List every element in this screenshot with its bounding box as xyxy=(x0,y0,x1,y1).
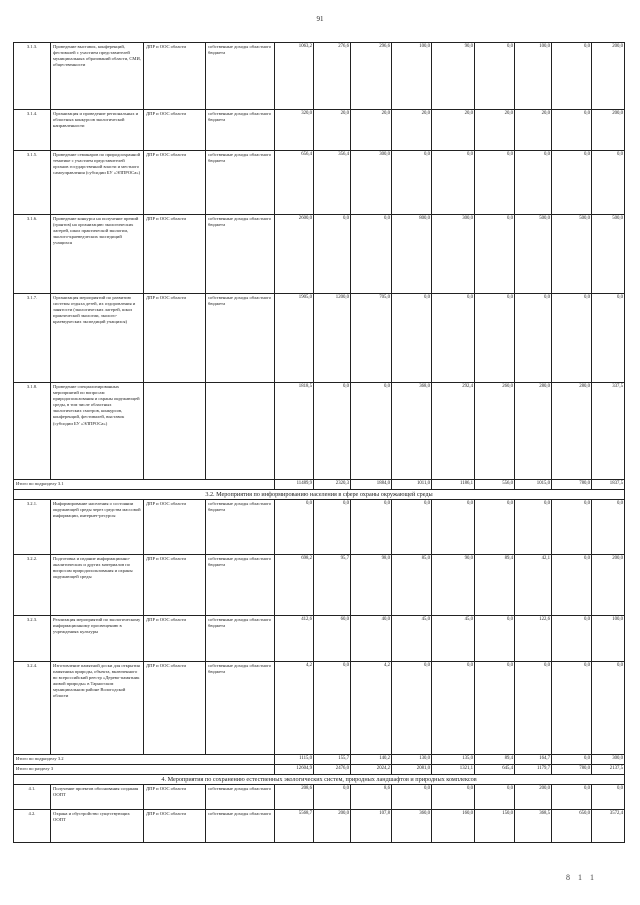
item-executor: ДПР и ООС области xyxy=(144,151,206,215)
amount-cell: 368,0 xyxy=(392,383,432,480)
table-row xyxy=(14,151,625,215)
amount-cell: 412,6 xyxy=(275,616,314,662)
budget-table xyxy=(13,42,625,843)
amount-cell: 0,0 xyxy=(432,785,475,810)
item-executor: ДПР и ООС области xyxy=(144,555,206,616)
amount-cell: 368,5 xyxy=(515,810,552,843)
section-row xyxy=(14,490,625,500)
amount-cell: 4,2 xyxy=(275,662,314,755)
amount-cell: 0,0 xyxy=(475,43,515,110)
item-executor: ДПР и ООС области xyxy=(144,616,206,662)
table-row xyxy=(14,43,625,110)
amount-cell: 20,0 xyxy=(515,110,552,151)
item-code: 3.2.4. xyxy=(14,662,51,755)
table-row xyxy=(14,500,625,555)
amount-cell: 1063,2 xyxy=(275,43,314,110)
amount-cell: 0,0 xyxy=(392,662,432,755)
amount-cell: 90,0 xyxy=(432,43,475,110)
item-name: Информирование населения о состоянии окружающей среды через средства массовой информации, интернет-ресурсы xyxy=(51,500,144,555)
amount-cell: 0,0 xyxy=(592,151,625,215)
total-amount-cell: 164,7 xyxy=(515,755,552,765)
amount-cell: 0,0 xyxy=(314,215,351,294)
total-amount-cell: 1884,0 xyxy=(351,480,392,490)
table-row xyxy=(14,215,625,294)
amount-cell: 0,0 xyxy=(432,294,475,383)
amount-cell: 5568,7 xyxy=(275,810,314,843)
amount-cell: 100,0 xyxy=(592,616,625,662)
item-funding-source: собственные доходы областного xyxy=(206,785,275,810)
amount-cell: 0,0 xyxy=(351,500,392,555)
amount-cell: 89,4 xyxy=(475,555,515,616)
footer-mark: 8 1 1 xyxy=(566,873,597,882)
amount-cell: 0,0 xyxy=(475,662,515,755)
total-amount-cell: 556,0 xyxy=(475,480,515,490)
table-row xyxy=(14,616,625,662)
amount-cell: 650,0 xyxy=(552,810,592,843)
amount-cell: 95,7 xyxy=(314,555,351,616)
amount-cell: 0,0 xyxy=(314,785,351,810)
total-amount-cell: 140,2 xyxy=(351,755,392,765)
amount-cell: 85,0 xyxy=(392,555,432,616)
item-name: Реализация мероприятий по экологическому информационному просвещению в учреждениях культуры xyxy=(51,616,144,662)
amount-cell: 200,0 xyxy=(314,810,351,843)
amount-cell: 0,0 xyxy=(515,500,552,555)
amount-cell: 42,1 xyxy=(515,555,552,616)
item-code: 3.1.5. xyxy=(14,151,51,215)
total-amount-cell: 300,0 xyxy=(592,755,625,765)
item-funding-source: собственные доходы областного xyxy=(206,810,275,843)
amount-cell: 0,0 xyxy=(475,215,515,294)
amount-cell: 8,6 xyxy=(351,785,392,810)
item-name: Проведение конкурса на получение премий (грантов) на организацию экологических лагерей, школ практической экологии, эколого-краеведческих экспедиций учащихся xyxy=(51,215,144,294)
amount-cell: 280,0 xyxy=(515,383,552,480)
amount-cell: 200,0 xyxy=(515,785,552,810)
total-row xyxy=(14,765,625,775)
item-code: 3.2.1. xyxy=(14,500,51,555)
amount-cell: 0,0 xyxy=(552,500,592,555)
amount-cell: 0,0 xyxy=(475,500,515,555)
amount-cell: 0,0 xyxy=(432,500,475,555)
item-executor: ДПР и ООС области xyxy=(144,785,206,810)
total-row xyxy=(14,755,625,765)
table-row xyxy=(14,110,625,151)
item-funding-source: собственные доходы областного бюджета xyxy=(206,555,275,616)
item-code: 3.1.7. xyxy=(14,294,51,383)
amount-cell: 45,0 xyxy=(392,616,432,662)
amount-cell: 0,0 xyxy=(552,110,592,151)
amount-cell: 0,0 xyxy=(275,500,314,555)
total-label: Итого по разделу 3 xyxy=(14,765,275,775)
amount-cell: 200,0 xyxy=(592,110,625,151)
item-executor: ДПР и ООС области xyxy=(144,294,206,383)
amount-cell: 0,0 xyxy=(552,555,592,616)
item-funding-source: собственные доходы областного бюджета xyxy=(206,500,275,555)
item-executor: ДПР и ООС области xyxy=(144,110,206,151)
item-name: Организация мероприятий по развитию системы отдыха детей, их оздоровления и занятости (экологических лагерей, школ практической экологии, эколого-краеведческих экспедиций учащихся) xyxy=(51,294,144,383)
amount-cell: 0,0 xyxy=(515,662,552,755)
item-name: Получение проектов обоснования создания ООПТ xyxy=(51,785,144,810)
amount-cell: 500,0 xyxy=(592,215,625,294)
amount-cell: 0,0 xyxy=(592,662,625,755)
total-amount-cell: 130,0 xyxy=(392,755,432,765)
amount-cell: 0,0 xyxy=(432,151,475,215)
item-executor xyxy=(144,383,206,480)
amount-cell: 0,0 xyxy=(592,500,625,555)
table-row xyxy=(14,810,625,843)
total-amount-cell: 2081,0 xyxy=(392,765,432,775)
amount-cell: 0,0 xyxy=(475,616,515,662)
item-funding-source: собственные доходы областного бюджета xyxy=(206,215,275,294)
total-amount-cell: 1011,0 xyxy=(392,480,432,490)
total-amount-cell: 89,4 xyxy=(475,755,515,765)
amount-cell: 292,4 xyxy=(432,383,475,480)
total-amount-cell: 2137,5 xyxy=(592,765,625,775)
amount-cell: 300,0 xyxy=(432,215,475,294)
total-amount-cell: 780,0 xyxy=(552,765,592,775)
amount-cell: 0,0 xyxy=(552,43,592,110)
amount-cell: 20,0 xyxy=(475,110,515,151)
amount-cell: 1905,0 xyxy=(275,294,314,383)
total-amount-cell: 2476,0 xyxy=(314,765,351,775)
item-name: Проведение выставок, конференций, фестивалей с участием представителей муниципальных образований области, СМИ, общественности xyxy=(51,43,144,110)
item-funding-source: собственные доходы областного бюджета xyxy=(206,43,275,110)
table-row xyxy=(14,555,625,616)
amount-cell: 0,0 xyxy=(475,785,515,810)
item-name: Проведение специализированных мероприятий по вопросам природопользования и охраны окружающей среды, в том числе областных экологических смотров, конкурсов, конференций, фестивалей, выставок (субсидии БУ «ЭЛПРОСа») xyxy=(51,383,144,480)
total-amount-cell: 780,0 xyxy=(552,480,592,490)
amount-cell: 360,0 xyxy=(392,810,432,843)
amount-cell: 20,0 xyxy=(392,110,432,151)
amount-cell: 200,0 xyxy=(592,43,625,110)
item-executor: ДПР и ООС области xyxy=(144,215,206,294)
item-funding-source: собственные доходы областного бюджета xyxy=(206,294,275,383)
amount-cell: 0,0 xyxy=(314,500,351,555)
amount-cell: 60,0 xyxy=(314,616,351,662)
amount-cell: 0,0 xyxy=(592,785,625,810)
amount-cell: 45,0 xyxy=(432,616,475,662)
amount-cell: 208,6 xyxy=(275,785,314,810)
total-row xyxy=(14,480,625,490)
amount-cell: 40,0 xyxy=(351,616,392,662)
total-amount-cell: 1321,1 xyxy=(432,765,475,775)
amount-cell: 0,0 xyxy=(552,294,592,383)
amount-cell: 300,0 xyxy=(351,151,392,215)
amount-cell: 705,0 xyxy=(351,294,392,383)
section-heading: 3.2. Мероприятия по информированию населения в сфере охраны окружающей среды xyxy=(14,490,625,500)
amount-cell: 0,0 xyxy=(475,151,515,215)
amount-cell: 122,6 xyxy=(515,616,552,662)
total-amount-cell: 11489,9 xyxy=(275,480,314,490)
item-code: 3.1.6. xyxy=(14,215,51,294)
amount-cell: 0,0 xyxy=(515,151,552,215)
amount-cell: 100,0 xyxy=(515,43,552,110)
amount-cell: 0,0 xyxy=(552,151,592,215)
item-name: Организация и проведение региональных и областных конкурсов экологической направленности xyxy=(51,110,144,151)
item-name: Проведение семинаров по природоохранной тематике с участием представителей органов государственной власти и местного самоуправления (субсидии БУ «ЭЛПРОСа») xyxy=(51,151,144,215)
item-executor: ДПР и ООС области xyxy=(144,500,206,555)
total-amount-cell: 135,0 xyxy=(432,755,475,765)
amount-cell: 0,0 xyxy=(475,294,515,383)
total-amount-cell: 1837,5 xyxy=(592,480,625,490)
amount-cell: 260,0 xyxy=(475,383,515,480)
amount-cell: 698,2 xyxy=(275,555,314,616)
amount-cell: 160,0 xyxy=(432,810,475,843)
amount-cell: 800,0 xyxy=(392,215,432,294)
amount-cell: 0,0 xyxy=(392,151,432,215)
total-amount-cell: 1179,7 xyxy=(515,765,552,775)
amount-cell: 20,0 xyxy=(351,110,392,151)
amount-cell: 356,4 xyxy=(314,151,351,215)
table-row xyxy=(14,383,625,480)
total-amount-cell: 645,4 xyxy=(475,765,515,775)
item-code: 4.1. xyxy=(14,785,51,810)
amount-cell: 280,0 xyxy=(552,383,592,480)
item-code: 3.2.2. xyxy=(14,555,51,616)
amount-cell: 0,0 xyxy=(515,294,552,383)
amount-cell: 200,0 xyxy=(592,555,625,616)
total-amount-cell: 155,7 xyxy=(314,755,351,765)
table-row xyxy=(14,662,625,755)
amount-cell: 20,0 xyxy=(314,110,351,151)
item-executor: ДПР и ООС области xyxy=(144,662,206,755)
amount-cell: 500,0 xyxy=(515,215,552,294)
amount-cell: 0,0 xyxy=(432,662,475,755)
amount-cell: 3572,4 xyxy=(592,810,625,843)
item-executor: ДПР и ООС области xyxy=(144,43,206,110)
item-code: 3.2.3. xyxy=(14,616,51,662)
item-funding-source: собственные доходы областного бюджета xyxy=(206,110,275,151)
amount-cell: 0,0 xyxy=(314,383,351,480)
item-code: 3.1.4. xyxy=(14,110,51,151)
amount-cell: 0,0 xyxy=(392,785,432,810)
item-name: Подготовка и издание информационно-аналитических и других материалов по вопросам природопользования и охраны окружающей среды xyxy=(51,555,144,616)
page-number: 91 xyxy=(316,15,324,23)
item-name: Изготовление памятной доски для открытия памятника природы, объекта, включенного во всероссийский реестр «Дерево-памятник живой природы» в Тарногском муниципальном районе Вологодской области xyxy=(51,662,144,755)
table-body xyxy=(14,43,625,843)
amount-cell: 0,0 xyxy=(592,294,625,383)
amount-cell: 296,6 xyxy=(351,43,392,110)
amount-cell: 0,0 xyxy=(552,616,592,662)
amount-cell: 0,0 xyxy=(392,294,432,383)
amount-cell: 320,0 xyxy=(275,110,314,151)
amount-cell: 1818,5 xyxy=(275,383,314,480)
total-label: Итого по подразделу 3.2 xyxy=(14,755,275,765)
table-row xyxy=(14,785,625,810)
item-name: Охрана и обустройство существующих ООПТ xyxy=(51,810,144,843)
total-label: Итого по подразделу 3.1 xyxy=(14,480,275,490)
total-amount-cell: 1015,0 xyxy=(515,480,552,490)
section-row xyxy=(14,775,625,785)
amount-cell: 20,0 xyxy=(432,110,475,151)
item-code: 3.1.3. xyxy=(14,43,51,110)
amount-cell: 0,0 xyxy=(351,383,392,480)
amount-cell: 0,0 xyxy=(552,662,592,755)
amount-cell: 0,0 xyxy=(314,662,351,755)
amount-cell: 0,0 xyxy=(552,785,592,810)
item-code: 3.1.8. xyxy=(14,383,51,480)
total-amount-cell: 1115,0 xyxy=(275,755,314,765)
amount-cell: 150,0 xyxy=(475,810,515,843)
amount-cell: 4,2 xyxy=(351,662,392,755)
total-amount-cell: 2320,3 xyxy=(314,480,351,490)
amount-cell: 2600,0 xyxy=(275,215,314,294)
section-heading: 4. Мероприятия по сохранению естественных экологических систем, природных ландшафтов и природных комплексов xyxy=(14,775,625,785)
total-amount-cell: 0,0 xyxy=(552,755,592,765)
amount-cell: 0,0 xyxy=(392,500,432,555)
amount-cell: 90,0 xyxy=(432,555,475,616)
item-code: 4.2. xyxy=(14,810,51,843)
amount-cell: 500,0 xyxy=(552,215,592,294)
total-amount-cell: 1186,1 xyxy=(432,480,475,490)
amount-cell: 1200,0 xyxy=(314,294,351,383)
amount-cell: 337,5 xyxy=(592,383,625,480)
amount-cell: 276,6 xyxy=(314,43,351,110)
amount-cell: 98,0 xyxy=(351,555,392,616)
table-row xyxy=(14,294,625,383)
item-executor: ДПР и ООС области xyxy=(144,810,206,843)
amount-cell: 0,0 xyxy=(351,215,392,294)
total-amount-cell: 12604,9 xyxy=(275,765,314,775)
item-funding-source xyxy=(206,383,275,480)
amount-cell: 656,4 xyxy=(275,151,314,215)
amount-cell: 107,8 xyxy=(351,810,392,843)
amount-cell: 100,0 xyxy=(392,43,432,110)
item-funding-source: собственные доходы областного бюджета xyxy=(206,662,275,755)
item-funding-source: собственные доходы областного бюджета xyxy=(206,616,275,662)
total-amount-cell: 2024,2 xyxy=(351,765,392,775)
item-funding-source: собственные доходы областного бюджета xyxy=(206,151,275,215)
